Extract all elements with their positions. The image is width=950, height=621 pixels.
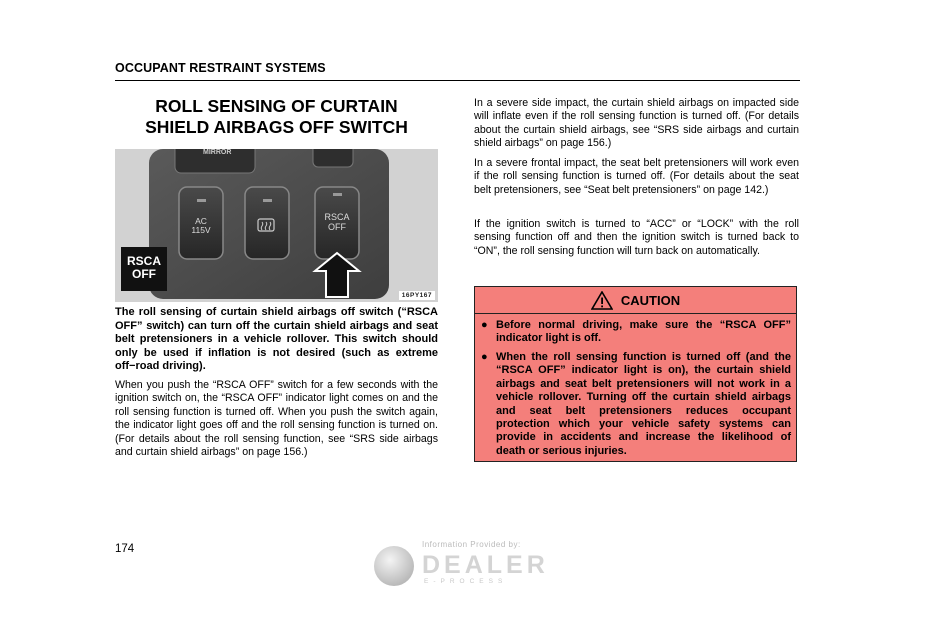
ac-label-line-1: AC bbox=[195, 216, 207, 226]
dealer-watermark bbox=[372, 540, 562, 592]
caution-box bbox=[474, 286, 797, 462]
lead-paragraph: The roll sensing of curtain shield airbags off switch (“RSCA OFF” switch) can turn off the curtain shield airbags and seat belt pretensioners in a vehicle rollover. This switch should only be used if inflation is not desired (such as extreme off−road driving). bbox=[115, 306, 438, 373]
rsca-switch-label bbox=[315, 212, 359, 232]
switch-panel-figure bbox=[115, 149, 438, 302]
rsca-switch-label-line-1: RSCA bbox=[324, 212, 350, 222]
ac-label-line-2: 115V bbox=[191, 225, 211, 235]
body-paragraph: When you push the “RSCA OFF” switch for a few seconds with the ignition switch on, the “RSCA OFF” indicator light comes on and the roll sensing function is turned off. When you push the switch again, the indicator light goes off and the roll sensing function is turned on. (For details about the roll sensing function, see “SRS side airbags and curtain shield airbags” on page 156.) bbox=[115, 379, 438, 459]
section-header: OCCUPANT RESTRAINT SYSTEMS bbox=[115, 61, 326, 75]
caution-item bbox=[481, 319, 791, 346]
bullet-icon: ● bbox=[481, 351, 488, 363]
bullet-icon: ● bbox=[481, 319, 488, 331]
figure-code: 16PY167 bbox=[399, 291, 435, 300]
watermark-caption: Information Provided by: bbox=[422, 540, 521, 549]
rsca-indicator-line-1: RSCA bbox=[126, 254, 161, 268]
right-paragraph-3: If the ignition switch is turned to “ACC” or “LOCK” with the roll sensing function off and then the ignition switch is turned back to “ON”, the roll sensing function will turn back on automatically. bbox=[474, 218, 799, 257]
mirror-label: MIRROR bbox=[203, 149, 232, 156]
page-number: 174 bbox=[115, 543, 135, 555]
title-line-1: ROLL SENSING OF CURTAIN bbox=[155, 96, 398, 116]
page-title bbox=[115, 96, 438, 138]
watermark-brand: DEALER bbox=[422, 551, 549, 579]
watermark-subtitle: E-PROCESS bbox=[424, 578, 508, 585]
ac-label bbox=[179, 217, 223, 235]
caution-title: CAUTION bbox=[620, 292, 681, 308]
warning-triangle-icon bbox=[591, 291, 613, 310]
rsca-indicator-label bbox=[121, 255, 167, 281]
right-paragraph-2: In a severe frontal impact, the seat belt pretensioners will work even if the roll sensing function is turned off. (For details about the seat belt pretensioners, see “Seat belt pretensioners” on page 142.) bbox=[474, 157, 799, 196]
caution-item bbox=[481, 351, 791, 458]
rsca-switch-label-line-2: OFF bbox=[328, 222, 346, 232]
title-line-2: SHIELD AIRBAGS OFF SWITCH bbox=[145, 117, 408, 137]
dealer-logo-icon bbox=[374, 546, 414, 586]
right-paragraph-1: In a severe side impact, the curtain shield airbags on impacted side will inflate even if the roll sensing function is turned off. (For details about the curtain shield airbags, see “SRS side airbags and curtain shield airbags” on page 156.) bbox=[474, 97, 799, 150]
caution-item-text: When the roll sensing function is turned off (and the “RSCA OFF” indicator light is on), the curtain shield airbags and seat belt pretensioners will not work in a vehicle rollover. Turning off the curtain shield airbags and seat belt pretensioners reduces occupant protection which your vehicle safety systems can provide in accidents and increase the likelihood of death or serious injuries. bbox=[496, 351, 791, 457]
caution-item-text: Before normal driving, make sure the “RSCA OFF” indicator light is off. bbox=[496, 319, 791, 345]
rsca-indicator-line-2: OFF bbox=[132, 267, 156, 281]
header-rule bbox=[115, 80, 800, 81]
caution-header bbox=[475, 287, 796, 314]
